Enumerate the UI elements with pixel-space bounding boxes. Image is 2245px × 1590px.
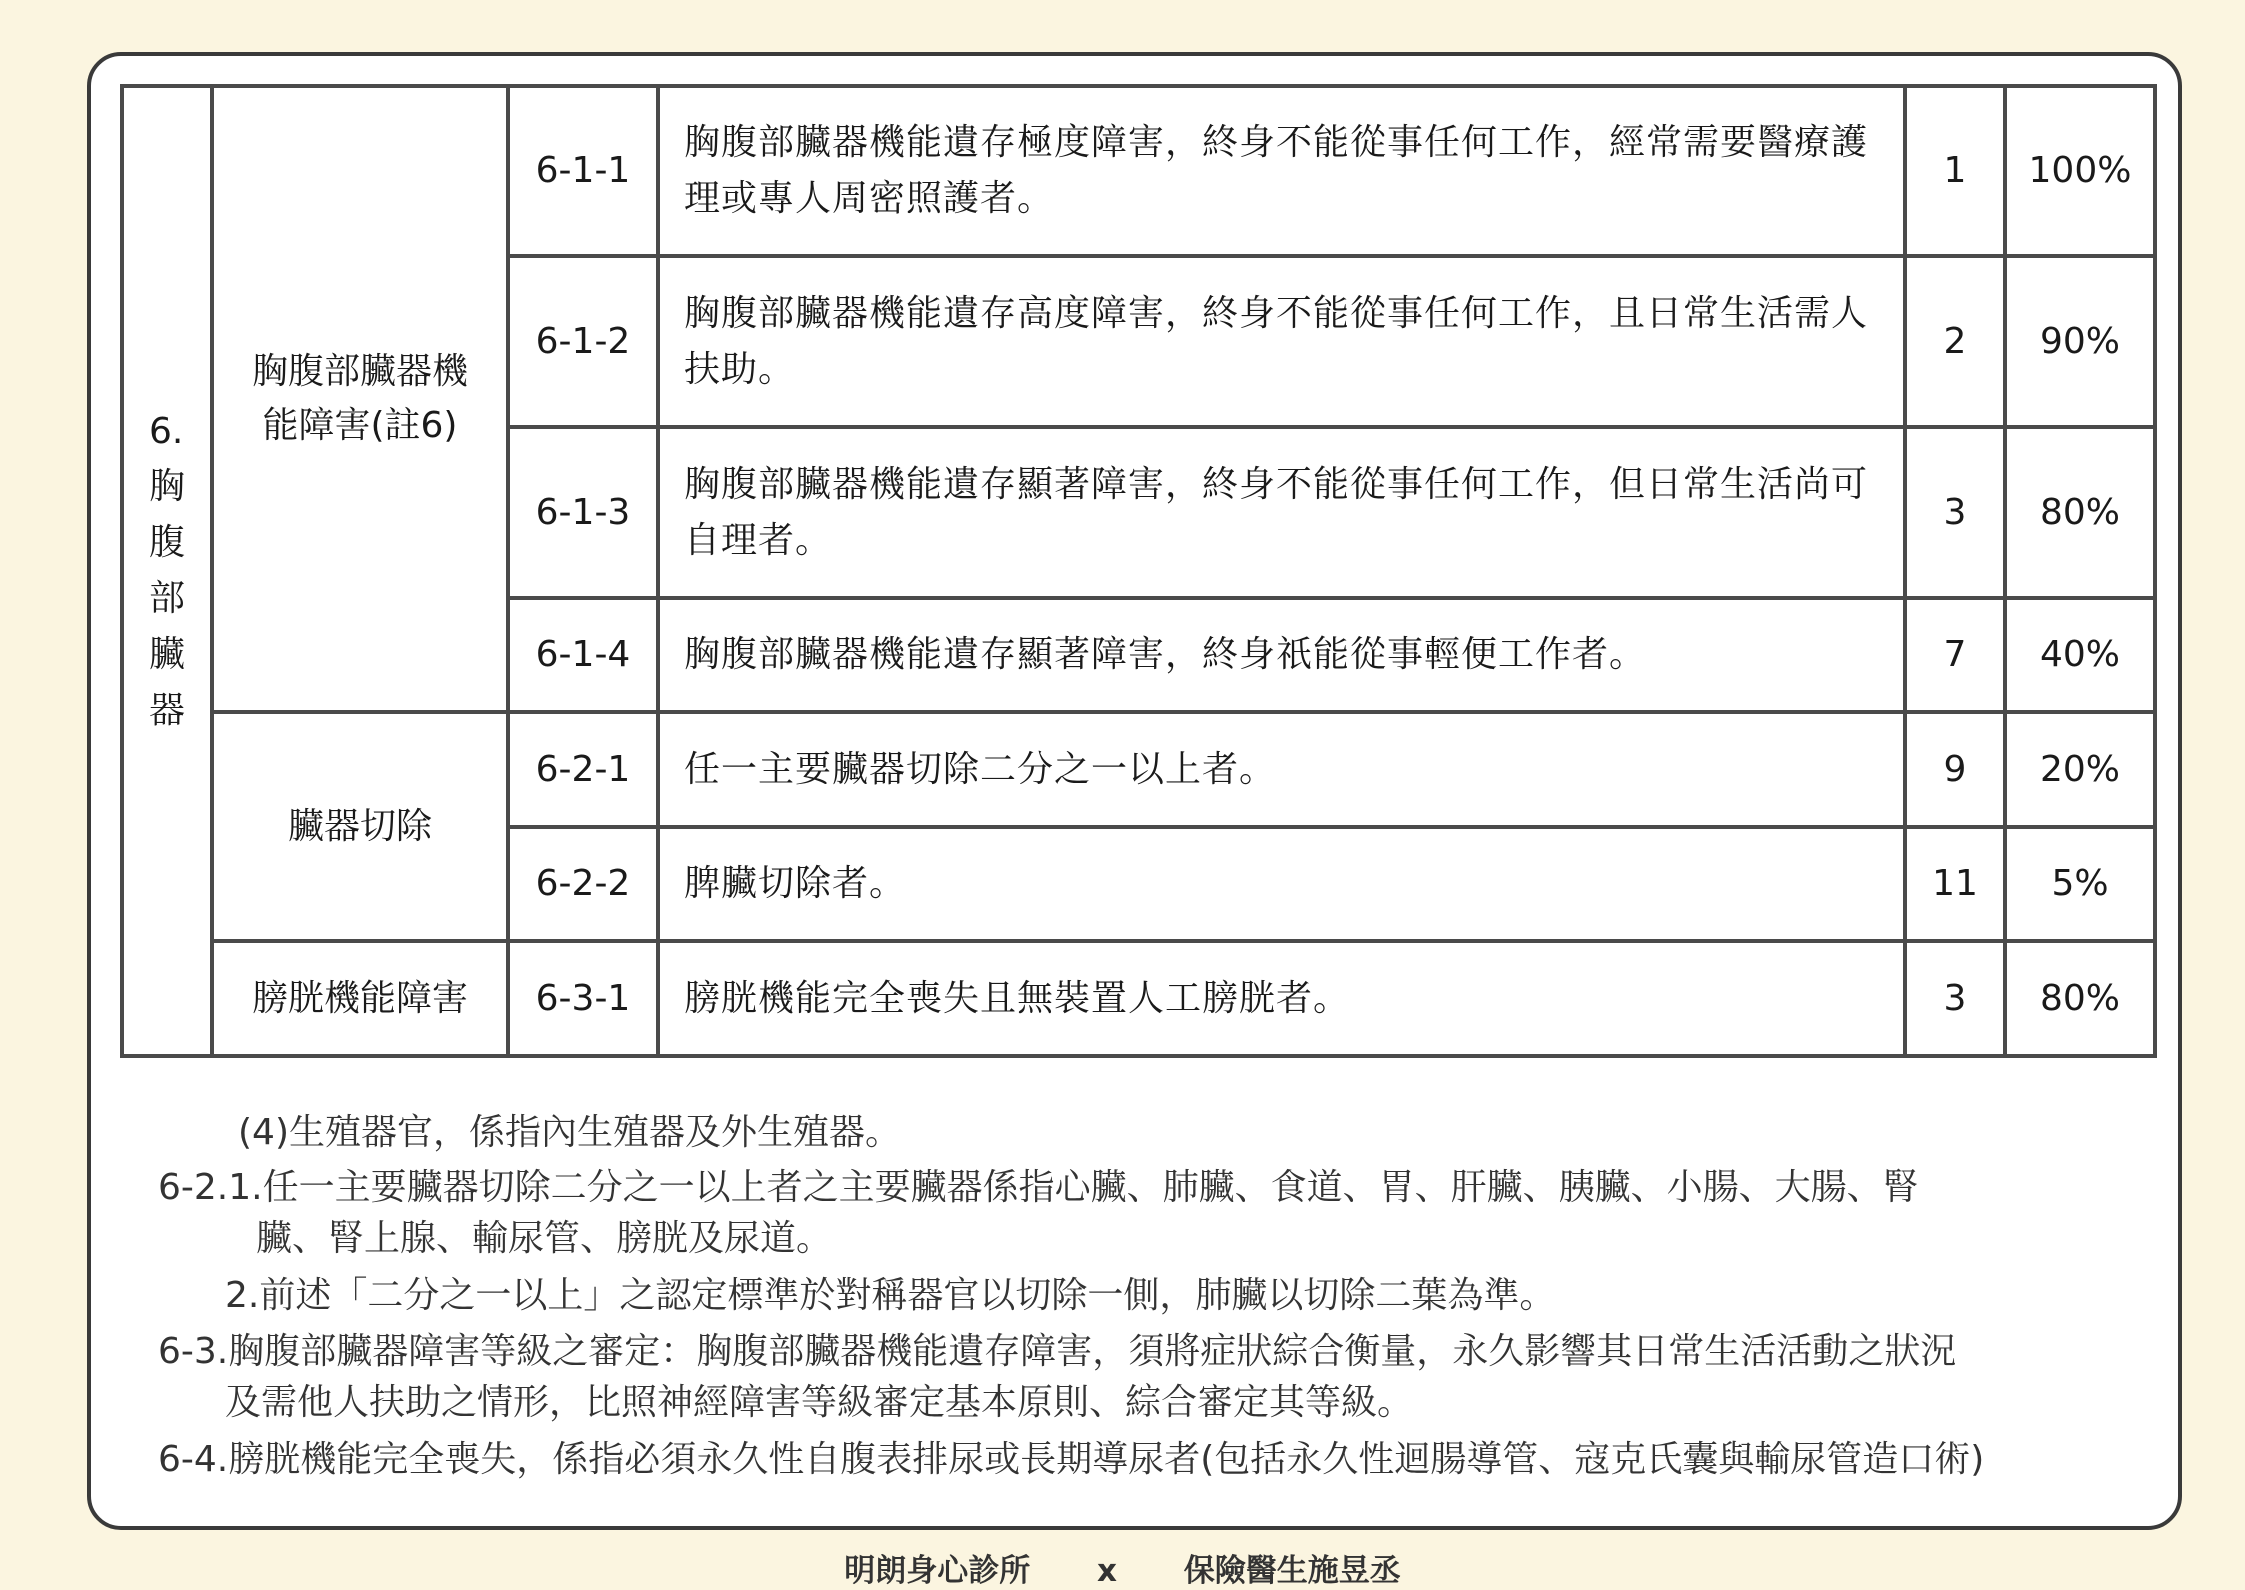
item-level: 1 (1905, 86, 2005, 256)
category-char: 器 (148, 689, 185, 731)
note-line: 6-2.1.任一主要臟器切除二分之一以上者之主要臟器係指心臟、肺臟、食道、胃、肝臟、胰臟、小腸、大腸、腎 (158, 1167, 1919, 1208)
category-number: 6. (148, 410, 184, 452)
footer-clinic: 明朗身心診所 (844, 1553, 1031, 1589)
item-ratio: 20% (2005, 712, 2155, 827)
item-level: 3 (1905, 427, 2005, 598)
item-ratio: 90% (2005, 256, 2155, 427)
table-row (122, 941, 2155, 1056)
group-cell: 臟器切除 (212, 712, 508, 941)
category-char: 胸 (148, 466, 185, 508)
item-code: 6-1-4 (508, 598, 658, 712)
footer-author: 保險醫生施昱丞 (1183, 1553, 1401, 1589)
disability-table (120, 84, 2157, 1058)
item-code: 6-3-1 (508, 941, 658, 1056)
group-cell: 膀胱機能障害 (212, 941, 508, 1056)
note-line: 及需他人扶助之情形，比照神經障害等級審定基本原則、綜合審定其等級。 (225, 1382, 1414, 1423)
category-char: 臟 (148, 633, 185, 675)
item-level: 2 (1905, 256, 2005, 427)
item-description: 胸腹部臟器機能遺存顯著障害，終身不能從事任何工作，但日常生活尚可自理者。 (658, 427, 1905, 598)
footer-separator: x (1097, 1553, 1117, 1589)
category-char: 部 (148, 578, 185, 619)
item-level: 3 (1905, 941, 2005, 1056)
item-ratio: 80% (2005, 427, 2155, 598)
item-ratio: 40% (2005, 598, 2155, 712)
item-code: 6-1-2 (508, 256, 658, 427)
item-description: 任一主要臟器切除二分之一以上者。 (658, 712, 1905, 827)
item-code: 6-2-2 (508, 827, 658, 941)
item-description: 脾臟切除者。 (658, 827, 1905, 941)
item-code: 6-1-1 (508, 86, 658, 256)
group-cell (212, 86, 508, 712)
note-line: 6-3.胸腹部臟器障害等級之審定：胸腹部臟器機能遺存障害，須將症狀綜合衡量，永久影響其日常生活活動之狀況 (158, 1331, 1957, 1372)
item-ratio: 5% (2005, 827, 2155, 941)
footer (0, 1545, 2245, 1590)
category-cell (122, 86, 212, 1056)
item-description: 胸腹部臟器機能遺存顯著障害，終身祇能從事輕便工作者。 (658, 598, 1905, 712)
item-description: 膀胱機能完全喪失且無裝置人工膀胱者。 (658, 941, 1905, 1056)
item-level: 7 (1905, 598, 2005, 712)
note-line: 2.前述「二分之一以上」之認定標準於對稱器官以切除一側，肺臟以切除二葉為準。 (225, 1275, 1556, 1316)
item-code: 6-2-1 (508, 712, 658, 827)
note-line: 6-4.膀胱機能完全喪失，係指必須永久性自腹表排尿或長期導尿者(包括永久性迴腸導管、寇克氏囊與輸尿管造口術) (158, 1439, 1985, 1480)
group-name-line: 能障害(註6) (262, 404, 458, 446)
note-line: (4)生殖器官，係指內生殖器及外生殖器。 (238, 1112, 901, 1153)
group-name-line: 胸腹部臟器機 (251, 350, 468, 392)
table-row (122, 86, 2155, 256)
item-code: 6-1-3 (508, 427, 658, 598)
item-description: 胸腹部臟器機能遺存極度障害，終身不能從事任何工作，經常需要醫療護理或專人周密照護者。 (658, 86, 1905, 256)
item-ratio: 80% (2005, 941, 2155, 1056)
item-level: 9 (1905, 712, 2005, 827)
item-description: 胸腹部臟器機能遺存高度障害，終身不能從事任何工作，且日常生活需人扶助。 (658, 256, 1905, 427)
item-level: 11 (1905, 827, 2005, 941)
item-ratio: 100% (2005, 86, 2155, 256)
note-line: 臟、腎上腺、輸尿管、膀胱及尿道。 (256, 1218, 833, 1259)
category-char: 腹 (148, 522, 185, 564)
table-row (122, 712, 2155, 827)
